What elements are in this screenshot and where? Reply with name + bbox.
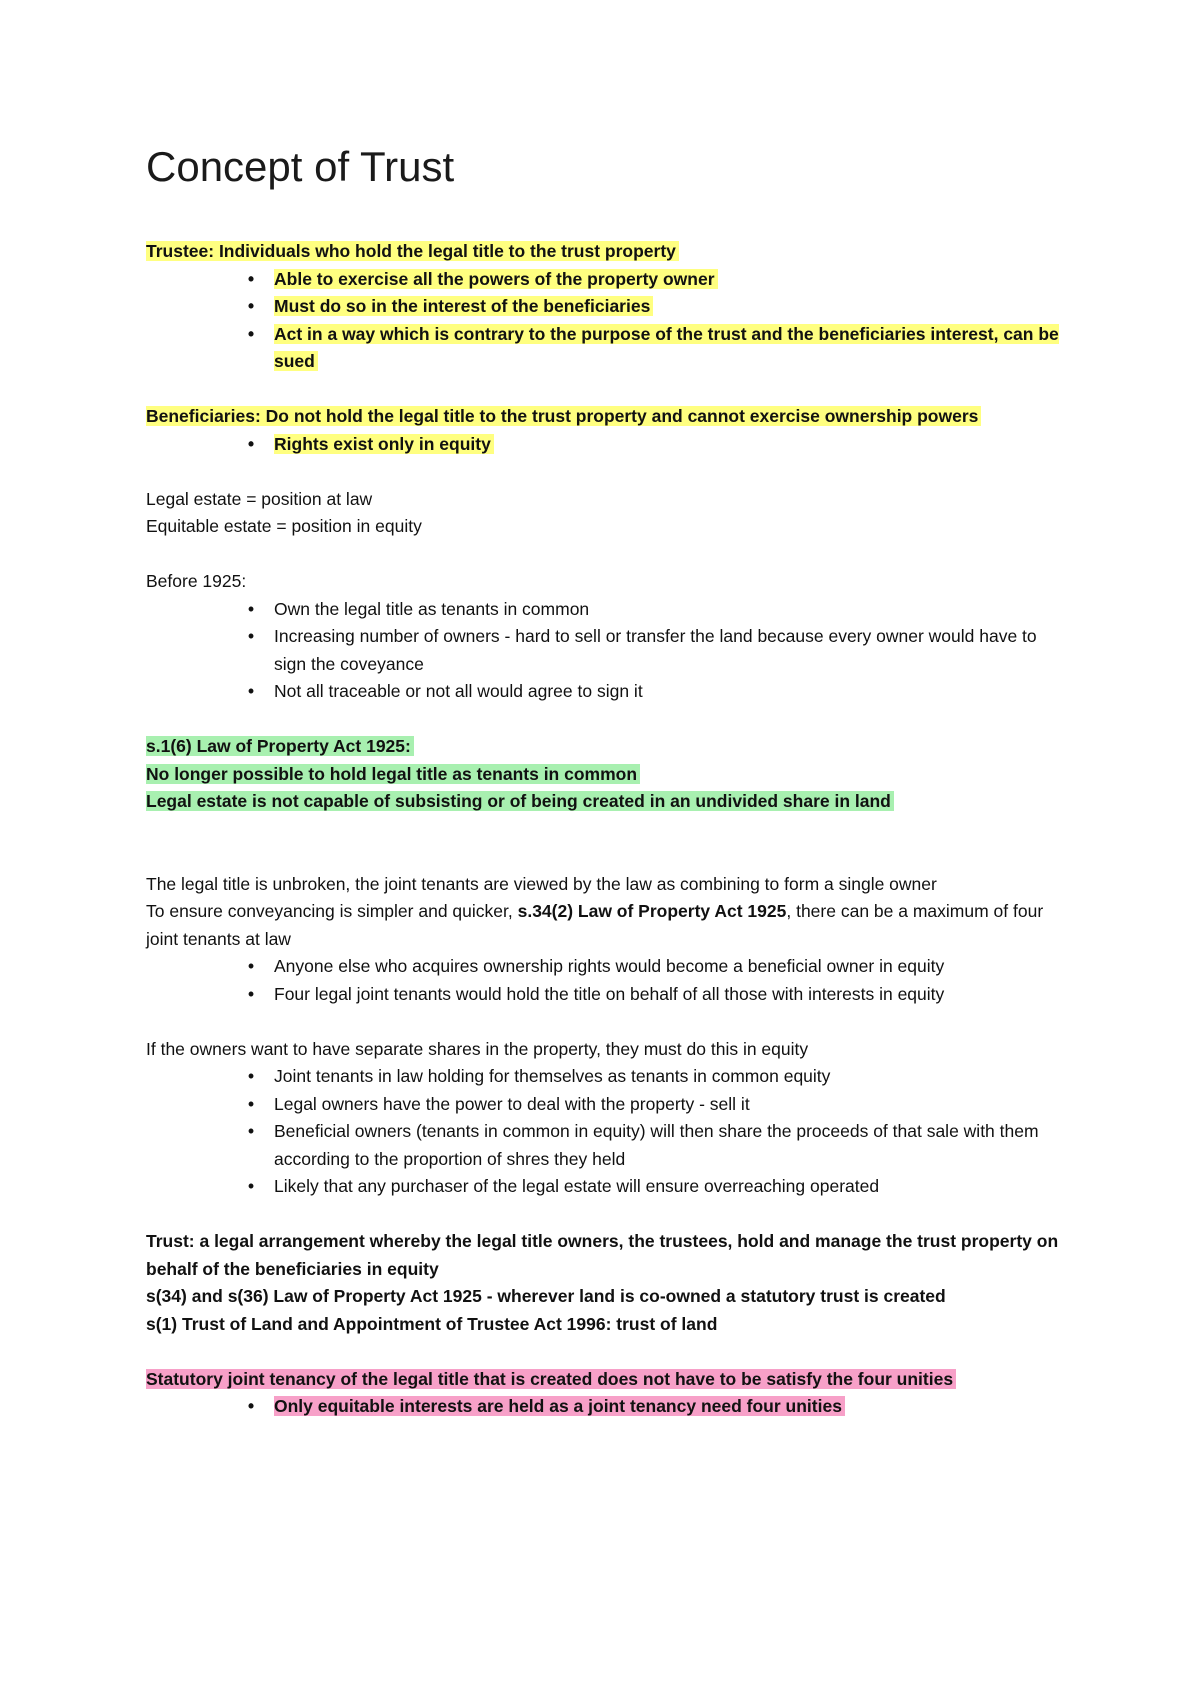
bullet-icon: • <box>247 681 255 701</box>
equitable-estate-line: Equitable estate = position in equity <box>146 516 422 536</box>
conveyancing-line: To ensure conveyancing is simpler and quicker, s.34(2) Law of Property Act 1925, there can be a maximum of four joint tenants at law <box>146 901 1044 949</box>
list-item: • Act in a way which is contrary to the purpose of the trust and the beneficiaries interest, can be sued <box>274 321 1066 376</box>
statutory-bullets <box>146 1393 1066 1421</box>
list-item: • Four legal joint tenants would hold the title on behalf of all those with interests in equity <box>274 981 1066 1009</box>
lpa-line-2: No longer possible to hold legal title as tenants in common <box>146 761 1066 789</box>
unbroken-title-line: The legal title is unbroken, the joint tenants are viewed by the law as combining to form a single owner <box>146 873 937 894</box>
legal-estate-line: Legal estate = position at law <box>146 488 373 509</box>
before-1925-bullets <box>146 596 1066 706</box>
list-item: • Likely that any purchaser of the legal estate will ensure overreaching operated <box>274 1173 1066 1201</box>
statutory-joint-tenancy-heading: Statutory joint tenancy of the legal title that is created does not have to be satisfy the four unities <box>146 1366 1066 1394</box>
bullet-icon: • <box>247 1093 255 1114</box>
bullet-icon: • <box>247 1396 255 1416</box>
trust-definition: Trust: a legal arrangement whereby the legal title owners, the trustees, hold and manage the trust property on behalf of the beneficiaries in equity <box>146 1231 1059 1279</box>
trust-of-land-line: s(1) Trust of Land and Appointment of Trustee Act 1996: trust of land <box>146 1313 718 1334</box>
before-1925-heading: Before 1925: <box>146 571 247 591</box>
bullet-icon: • <box>247 433 255 454</box>
beneficiaries-bullets <box>146 431 1066 459</box>
list-item: • Own the legal title as tenants in common <box>274 596 1066 624</box>
bullet-icon: • <box>247 1121 255 1141</box>
list-item: • Not all traceable or not all would agree to sign it <box>274 678 1066 706</box>
bullet-icon: • <box>247 296 255 316</box>
list-item: • Able to exercise all the powers of the property owner <box>274 266 1066 294</box>
statutory-trust-line: s(34) and s(36) Law of Property Act 1925 - wherever land is co-owned a statutory trust is created <box>146 1286 946 1306</box>
list-item: • Beneficial owners (tenants in common in equity) will then share the proceeds of that sale with them according to the proportion of shres they held <box>274 1118 1066 1173</box>
trustee-heading: Trustee: Individuals who hold the legal title to the trust property <box>146 238 1066 266</box>
unbroken-bullets <box>146 953 1066 1008</box>
bullet-icon: • <box>247 323 255 344</box>
bullet-icon: • <box>247 1176 255 1196</box>
list-item: • Only equitable interests are held as a joint tenancy need four unities <box>274 1393 1066 1421</box>
bullet-icon: • <box>247 268 255 289</box>
bullet-icon: • <box>247 983 255 1004</box>
list-item: • Must do so in the interest of the beneficiaries <box>274 293 1066 321</box>
bullet-icon: • <box>247 626 255 646</box>
list-item: • Legal owners have the power to deal with the property - sell it <box>274 1091 1066 1119</box>
lpa-section-heading: s.1(6) Law of Property Act 1925: <box>146 733 1066 761</box>
separate-shares-heading: If the owners want to have separate shares in the property, they must do this in equity <box>146 1038 809 1059</box>
list-item: • Increasing number of owners - hard to sell or transfer the land because every owner would have to sign the coveyance <box>274 623 1066 678</box>
page-title: Concept of Trust <box>146 143 455 190</box>
bullet-icon: • <box>247 956 255 976</box>
beneficiaries-heading: Beneficiaries: Do not hold the legal title to the trust property and cannot exercise ownership powers <box>146 403 1066 431</box>
document-body <box>146 238 1066 1421</box>
lpa-line-3: Legal estate is not capable of subsisting or of being created in an undivided share in land <box>146 788 1066 816</box>
list-item: • Joint tenants in law holding for themselves as tenants in common equity <box>274 1063 1066 1091</box>
trustee-bullets <box>146 266 1066 376</box>
list-item: • Rights exist only in equity <box>274 431 1066 459</box>
separate-shares-bullets <box>146 1063 1066 1201</box>
bullet-icon: • <box>247 598 255 619</box>
list-item: • Anyone else who acquires ownership rights would become a beneficial owner in equity <box>274 953 1066 981</box>
bullet-icon: • <box>247 1066 255 1086</box>
